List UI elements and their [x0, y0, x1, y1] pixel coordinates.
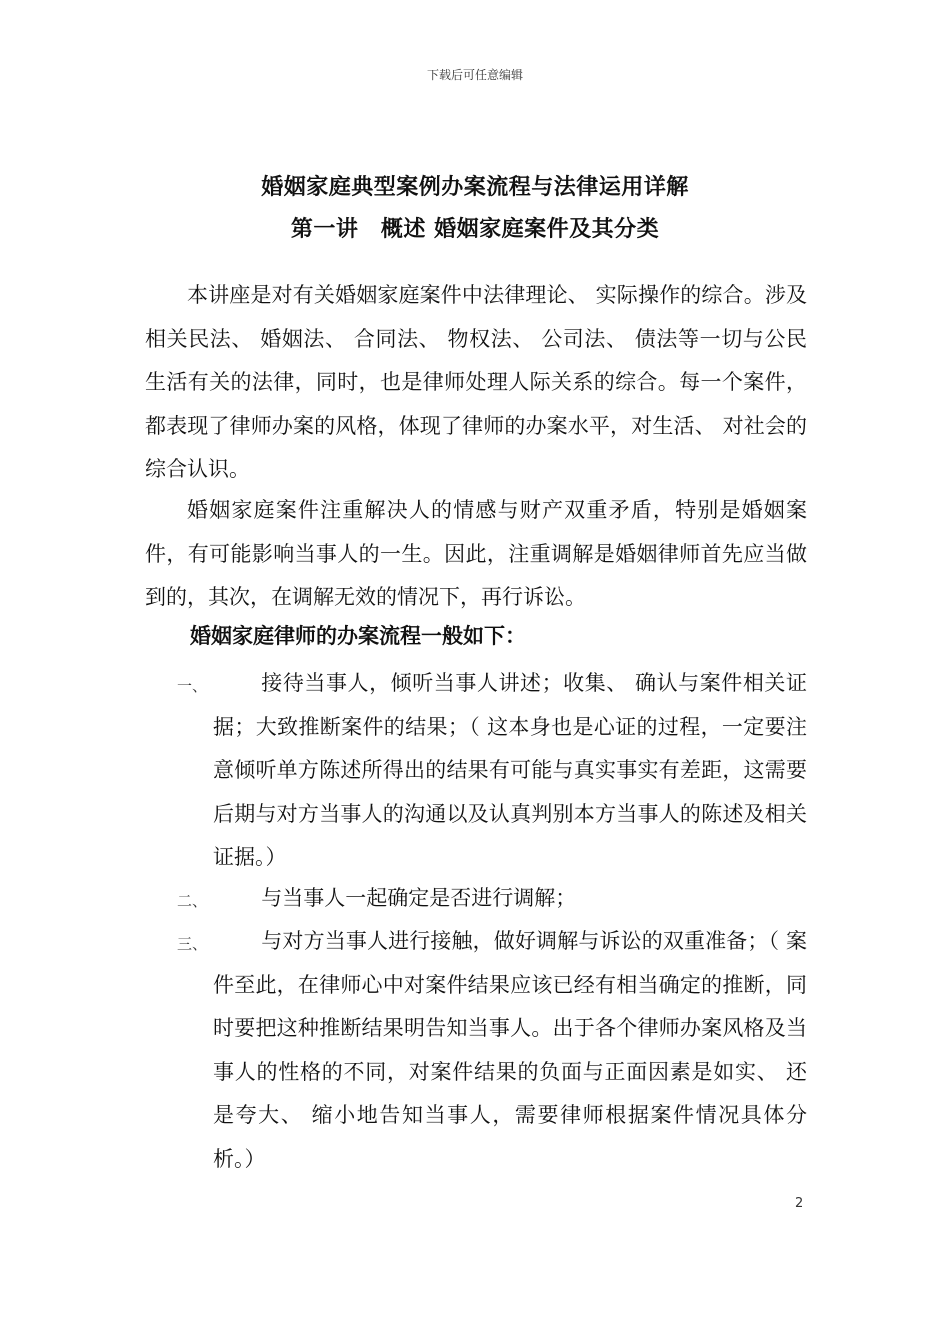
- mediation-paragraph: 婚姻家庭案件注重解决人的情感与财产双重矛盾，特别是婚姻案件，有可能影响当事人的一生。因此，注重调解是婚姻律师首先应当做到的，其次，在调解无效的情况下，再行诉讼。: [145, 498, 807, 609]
- procedure-step-text: 与对方当事人进行接触，做好调解与诉讼的双重准备；（ 案件至此，在律师心中对案件结果应该已经有相当确定的推断，同时要把这种推断结果明告知当事人。出于各个律师办案风格及当事人的性格的不同，对案件结果的负面与正面因素是如实、 还是夸大、 缩小地告知当事人，需要律师根据案件情况具体分析。）: [213, 929, 807, 1171]
- list-marker: 二、: [177, 892, 208, 910]
- page-number: 2: [795, 1196, 804, 1211]
- list-marker: 一、: [177, 677, 208, 695]
- document-title: 婚姻家庭典型案例办案流程与法律运用详解: [261, 175, 689, 200]
- header-note: 下载后可任意编辑: [426, 68, 523, 82]
- intro-paragraph: 本讲座是对有关婚姻家庭案件中法律理论、 实际操作的综合。涉及相关民法、 婚姻法、 合同法、 物权法、 公司法、 债法等一切与公民生活有关的法律，同时，也是律师处理人际关系的综合。每一个案件，都表现了律师办案的风格，体现了律师的办案水平，对生活、 对社会的综合认识。: [145, 283, 807, 481]
- lecture-subtitle: 第一讲 概述 婚姻家庭案件及其分类: [290, 217, 660, 242]
- list-marker: 三、: [177, 935, 208, 953]
- procedure-step-text: 接待当事人，倾听当事人讲述；收集、 确认与案件相关证据；大致推断案件的结果；（ 这本身也是心证的过程，一定要注意倾听单方陈述所得出的结果有可能与真实事实有差距，这需要后期与对方当事人的沟通以及认真判别本方当事人的陈述及相关证据。）: [213, 671, 807, 869]
- section-heading: 婚姻家庭律师的办案流程一般如下：: [190, 624, 526, 648]
- procedure-step-text: 与当事人一起确定是否进行调解；: [261, 886, 577, 910]
